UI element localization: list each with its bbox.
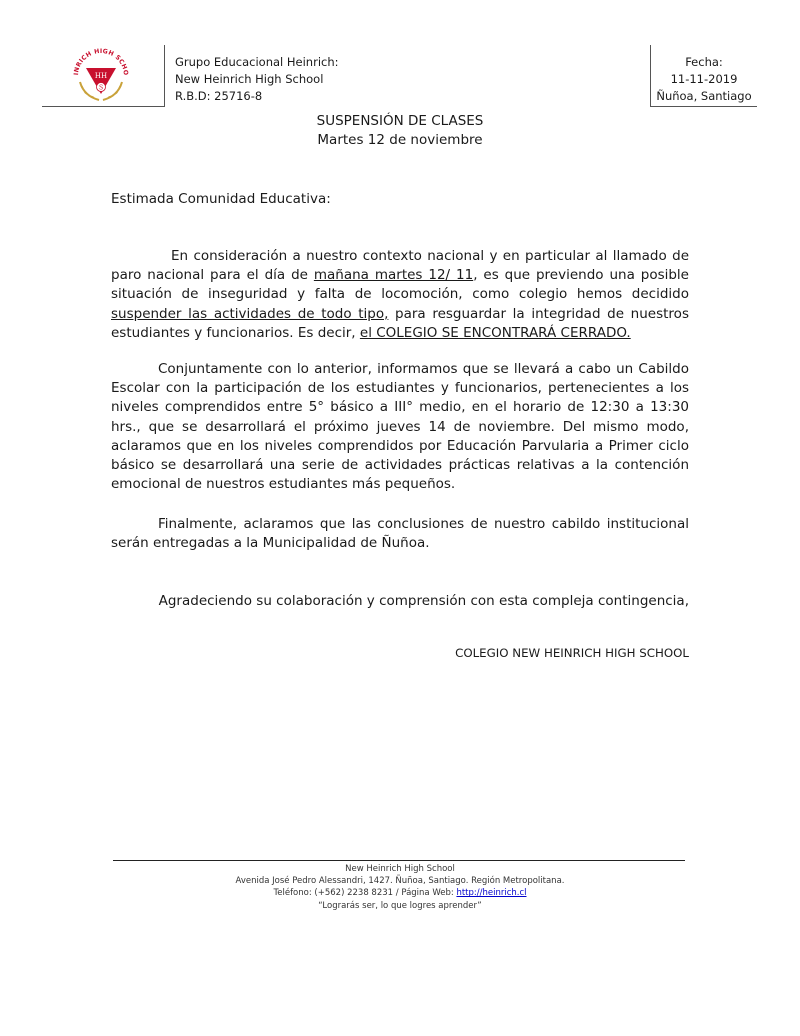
p1-underlined-closed: el COLEGIO SE ENCONTRARÁ CERRADO. [359, 324, 631, 341]
date-value: 11-11-2019 [670, 72, 738, 86]
header-rule-left [42, 106, 164, 107]
document-title [0, 112, 800, 150]
footer-contact [0, 887, 800, 899]
closing-line: Agradeciendo su colaboración y comprensión con esta compleja contingencia, [158, 593, 689, 609]
footer-address: Avenida José Pedro Alessandri, 1427. Ñuñoa, Santiago. Región Metropolitana. [235, 876, 565, 887]
paragraph-2: Conjuntamente con lo anterior, informamos que se llevará a cabo un Cabildo Escolar con la participación de los estudiantes y funcionarios, pertenecientes a los niveles comprendidos entre 5° básico a III° medio, en el horario de 12:30 a 13:30 hrs., que se desarrollará el próximo jueves 14 de noviembre. Del mismo modo, aclaramos que en los niveles comprendidos por Educación Parvularia a Primer ciclo básico se desarrollará una serie de actividades prácticas relativas a la contención emocional de nuestros estudiantes más pequeños. [111, 361, 689, 493]
location: Ñuñoa, Santiago [656, 89, 752, 103]
footer-phone: Teléfono: (+562) 2238 8231 / Página Web: [273, 888, 457, 899]
footer-website-link[interactable]: http://heinrich.cl [456, 888, 527, 899]
org-line-group: Grupo Educacional Heinrich: [175, 55, 339, 69]
paragraph-1 [111, 247, 689, 343]
p1-text-2: , es que previendo una posible situación de inseguridad y falta de locomoción, como colegio hemos decidido [111, 267, 689, 303]
header-divider-left [164, 45, 165, 107]
date-box [651, 54, 757, 105]
org-info [175, 54, 339, 105]
p1-text-3: para resguardar la integridad de nuestros estudiantes y funcionarios. Es decir, [111, 305, 689, 341]
org-line-school: New Heinrich High School [175, 72, 324, 86]
date-label: Fecha: [685, 55, 723, 69]
footer-rule [113, 860, 685, 861]
header-rule-right [651, 106, 757, 107]
logo-initials-top: HH [94, 72, 108, 80]
logo-initials-bottom: S [98, 84, 104, 92]
paragraph-3: Finalmente, aclaramos que las conclusiones de nuestro cabildo institucional serán entregadas a la Municipalidad de Ñuñoa. [111, 516, 689, 552]
school-logo [68, 46, 134, 106]
title-line-1: SUSPENSIÓN DE CLASES [316, 113, 484, 129]
title-line-2: Martes 12 de noviembre [317, 132, 483, 148]
p1-underlined-date: mañana martes 12/ 11 [313, 267, 474, 284]
p1-underlined-suspension: suspender las actividades de todo tipo, [111, 305, 389, 322]
logo-arc-text: INRICH HIGH SCHO [72, 47, 130, 76]
greeting: Estimada Comunidad Educativa: [111, 191, 331, 207]
footer-motto: “Lograrás ser, lo que logres aprender” [318, 900, 482, 911]
signature: COLEGIO NEW HEINRICH HIGH SCHOOL [455, 646, 689, 660]
org-line-rbd: R.B.D: 25716-8 [175, 89, 263, 103]
p1-text-1: En consideración a nuestro contexto nacional y en particular al llamado de paro nacional para el día de [111, 248, 689, 284]
footer [0, 863, 800, 912]
footer-school-name: New Heinrich High School [345, 864, 455, 874]
